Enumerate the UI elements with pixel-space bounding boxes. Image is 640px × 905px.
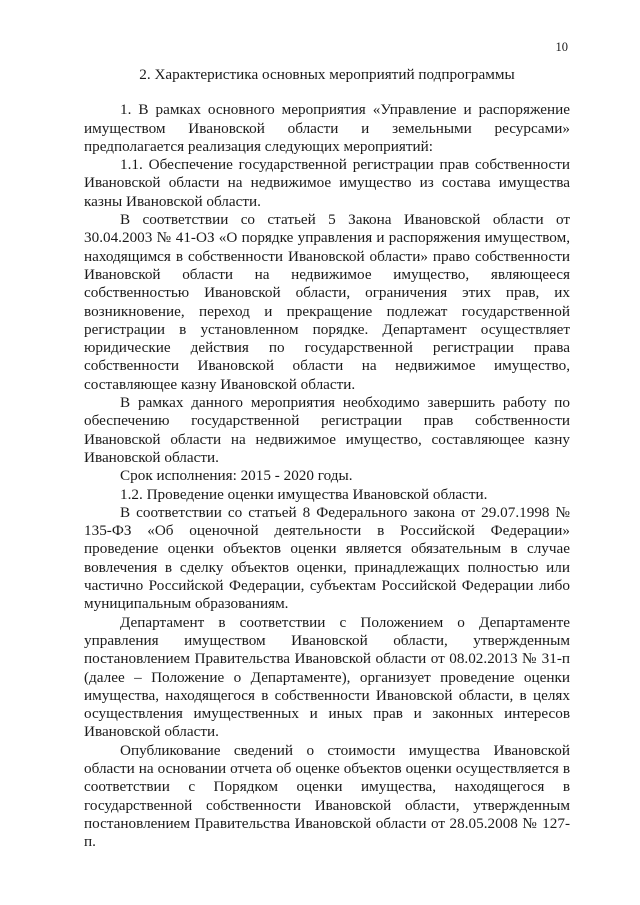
document-body bbox=[84, 66, 570, 851]
paragraph-item-1-2: 1.2. Проведение оценки имущества Ивановской области. bbox=[120, 485, 488, 503]
page-number: 10 bbox=[555, 40, 568, 54]
section-heading: 2. Характеристика основных мероприятий подпрограммы bbox=[139, 66, 515, 83]
paragraph-law-41-oz: В соответствии со статьей 5 Закона Ивановской области от 30.04.2003 № 41-ОЗ «О порядке управления и распоряжения имуществом, находящимся в собственности Ивановской области» право собственности Ивановской области на недвижимое имущество, являющееся собственностью Ивановской области, ограничения этих прав, их возникновение, переход и прекращение подлежат государственной регистрации в установленном порядке. Департамент осуществляет юридические действия по государственной регистрации права собственности Ивановской области на недвижимое имущество, составляющее казну Ивановской области. bbox=[84, 211, 570, 393]
paragraph-department-regulation: Департамент в соответствии с Положением о Департаменте управления имуществом Ивановской области, утвержденным постановлением Правительства Ивановской области от 08.02.2013 № 31-п (далее – Положение о Департаменте), организует проведение оценки имущества, находящегося в собственности Ивановской области, в целях осуществления имущественных и иных прав и законных интересов Ивановской области. bbox=[84, 613, 570, 741]
paragraph-item-1-1: 1.1. Обеспечение государственной регистрации прав собственности Ивановской области на недвижимое имущество из состава имущества казны Ивановской области. bbox=[84, 156, 570, 210]
paragraph-federal-law-135-fz: В соответствии со статьей 8 Федерального закона от 29.07.1998 № 135-ФЗ «Об оценочной деятельности в Российской Федерации» проведение оценки объектов оценки является обязательным в случае вовлечения в сделку объектов оценки, принадлежащих полностью или частично Российской Федерации, субъектам Российской Федерации либо муниципальным образованиям. bbox=[84, 503, 570, 613]
paragraph-registration-work: В рамках данного мероприятия необходимо завершить работу по обеспечению государственной регистрации прав собственности Ивановской области на недвижимое имущество, составляющее казну Ивановской области. bbox=[84, 394, 570, 466]
paragraph-term: Срок исполнения: 2015 - 2020 годы. bbox=[120, 467, 353, 485]
paragraph-intro: 1. В рамках основного мероприятия «Управление и распоряжение имуществом Ивановской области и земельными ресурсами» предполагается реализация следующих мероприятий: bbox=[84, 101, 570, 155]
paragraph-publication: Опубликование сведений о стоимости имущества Ивановской области на основании отчета об оценке объектов оценки осуществляется в соответствии с Порядком оценки имущества, находящегося в государственной собственности Ивановской области, утвержденным постановлением Правительства Ивановской области от 28.05.2008 № 127-п. bbox=[84, 741, 570, 851]
